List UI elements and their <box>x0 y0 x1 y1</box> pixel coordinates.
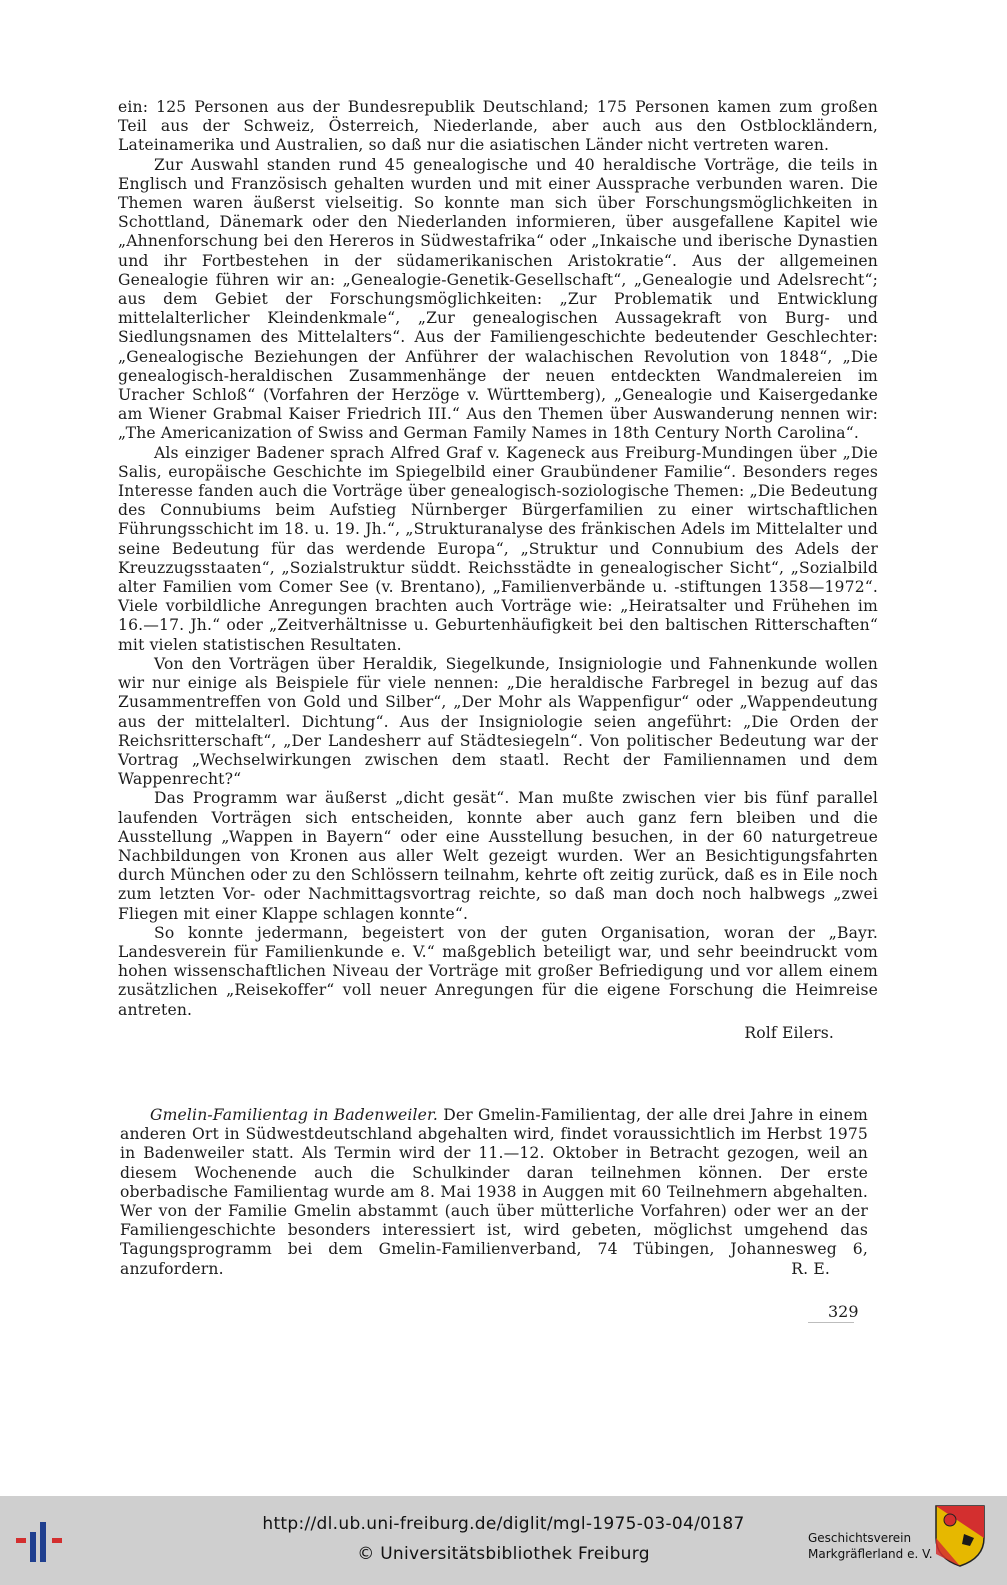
paragraph: So konnte jedermann, begeistert von der guten Organisation, woran der „Bayr. Landesverein für Familienkunde e. V.“ maßgeblich beteiligt war, und sehr beeindruckt vom hohen wissenschaftlichen Niveau der Vorträge mit großer Befriedigung und vor allem einem zusätzlichen „Reisekoffer“ voll neuer Anregungen für die eigene Forschung die Heimreise antreten. <box>118 923 878 1019</box>
org-name-line1: Geschichtsverein <box>808 1531 912 1545</box>
paragraph: Von den Vorträgen über Heraldik, Siegelkunde, Insigniologie und Fahnenkunde wollen wir nur einige als Beispiele für viele nennen: „Die heraldische Farbregel in bezug auf das Zusammentreffen von Gold und Silber“, „Der Mohr als Wappenfigur“ oder „Wappendeutung aus der mittelalterl. Dichtung“. Aus der Insigniologie seien angeführt: „Die Orden der Reichsritterschaft“, „Der Landesherr auf Städtesiegeln“. Von politischer Bedeutung war der Vortrag „Wechselwirkungen zwischen dem staatl. Recht der Familiennamen und dem Wappenrecht?“ <box>118 654 878 789</box>
notice-initials: R. E. <box>791 1259 830 1278</box>
author-signature: Rolf Eilers. <box>744 1023 834 1042</box>
library-footer <box>0 1496 1007 1585</box>
paragraph: Zur Auswahl standen rund 45 genealogische und 40 heraldische Vorträge, die teils in Englisch und Französisch gehalten wurden und mit einer Aussprache verbunden waren. Die Themen waren äußerst vielseitig. So konnte man sich über Forschungsmöglichkeiten in Schottland, Dänemark oder den Niederlanden informieren, über ausgefallene Kapitel wie „Ahnenforschung bei den Hereros in Südwestafrika“ oder „Inkaische und iberische Dynastien und ihr Fortbestehen in der südamerikanischen Aristokratie“. Aus der allgemeinen Genealogie führen wir an: „Genealogie-Genetik-Gesellschaft“, „Genealogie und Adelsrecht“; aus dem Gebiet der Forschungsmöglichkeiten: „Zur Problematik und Entwicklung mittelalterlicher Kleindenkmale“, „Zur genealogischen Aussagekraft von Burg- und Siedlungsnamen des Mittelalters“. Aus der Familiengeschichte bedeutender Geschlechter: „Genealogische Beziehungen der Anführer der walachischen Revolution von 1848“, „Die genealogisch-heraldischen Zusammenhänge der neuen entdeckten Wandmalereien im Uracher Schloß“ (Vorfahren der Herzöge v. Württemberg), „Genealogie und Kaisergedanke am Wiener Grabmal Kaiser Friedrich III.“ Aus den Themen über Auswanderung nennen wir: „The Americanization of Swiss and German Family Names in 18th Century North Carolina“. <box>118 155 878 443</box>
notice-paragraph <box>120 1106 868 1279</box>
paragraph: ein: 125 Personen aus der Bundesrepublik Deutschland; 175 Personen kamen zum großen Teil aus der Schweiz, Österreich, Niederlande, aber auch aus den Ostblockländern, Lateinamerika und Australien, so daß nur die asiatischen Länder nicht vertreten waren. <box>118 98 878 155</box>
coat-of-arms-icon <box>934 1504 986 1568</box>
page-number-rule <box>808 1322 854 1323</box>
footer-url-link[interactable]: http://dl.ub.uni-freiburg.de/diglit/mgl-1975-03-04/0187 <box>262 1514 745 1534</box>
org-name-line2: Markgräflerland e. V. <box>808 1547 933 1561</box>
paragraph: Das Programm war äußerst „dicht gesät“. Man mußte zwischen vier bis fünf parallel laufenden Vorträgen sich entscheiden, konnte aber auch ganz fern bleiben und die Ausstellung „Wappen in Bayern“ oder eine Ausstellung besuchen, in der 60 naturgetreue Nachbildungen von Kronen aus aller Welt gezeigt wurden. Wer an Besichtigungsfahrten durch München oder zu den Schlössern teilnahm, kehrte oft zeitig zurück, daß es in Eile noch zum letzten Vor- oder Nachmittagsvortrag reichte, so daß man doch noch halbwegs „zwei Fliegen mit einer Klappe schlagen konnte“. <box>118 789 878 923</box>
notice-section <box>120 1106 868 1279</box>
paragraph: Als einziger Badener sprach Alfred Graf v. Kageneck aus Freiburg-Mundingen über „Die Salis, europäische Geschichte im Spiegelbild einer Graubündener Familie“. Besonders reges Interesse fanden auch die Vorträge über genealogisch-soziologische Themen: „Die Bedeutung des Connubiums beim Aufstieg Nürnberger Bürgerfamilien zu einer wirtschaftlichen Führungsschicht im 18. u. 19. Jh.“, „Strukturanalyse des fränkischen Adels im Mittelalter und seine Bedeutung für das werdende Europa“, „Struktur und Connubium des Adels der Kreuzzugsstaaten“, „Sozialstruktur süddt. Reichsstädte in genealogischer Sicht“, „Sozialbild alter Familien vom Comer See (v. Brentano), „Familienverbände u. -stiftungen 1358—1972“. Viele vorbildliche Anregungen brachten auch Vorträge wie: „Heiratsalter und Frühehen im 16.—17. Jh.“ oder „Zeitverhältnisse u. Geburtenhäufigkeit bei den baltischen Ritterschaften“ mit vielen statistischen Resultaten. <box>118 443 878 654</box>
page-number: 329 <box>828 1302 859 1321</box>
notice-title: Gmelin-Familientag in Badenweiler. <box>150 1106 439 1124</box>
footer-organization <box>808 1530 933 1562</box>
notice-body: Der Gmelin-Familientag, der alle drei Jahre in einem anderen Ort in Südwestdeutschland abgehalten wird, findet voraussichtlich im Herbst 1975 in Badenweiler statt. Als Termin wird der 11.—12. Oktober in Betracht gezogen, weil an diesem Wochenende auch die Schulkinder daran teilnehmen können. Der erste oberbadische Familientag wurde am 8. Mai 1938 in Auggen mit 60 Teilnehmern abgehalten. Wer von der Familie Gmelin abstammt (auch über mütterliche Vorfahren) oder wer an der Familiengeschichte besonders interessiert ist, wird gebeten, möglichst umgehend das Tagungsprogramm bei dem Gmelin-Familienverband, 74 Tübingen, Johannesweg 6, anzufordern. <box>120 1106 868 1278</box>
article-body <box>118 98 878 1043</box>
footer-copyright: © Universitätsbibliothek Freiburg <box>357 1544 650 1564</box>
